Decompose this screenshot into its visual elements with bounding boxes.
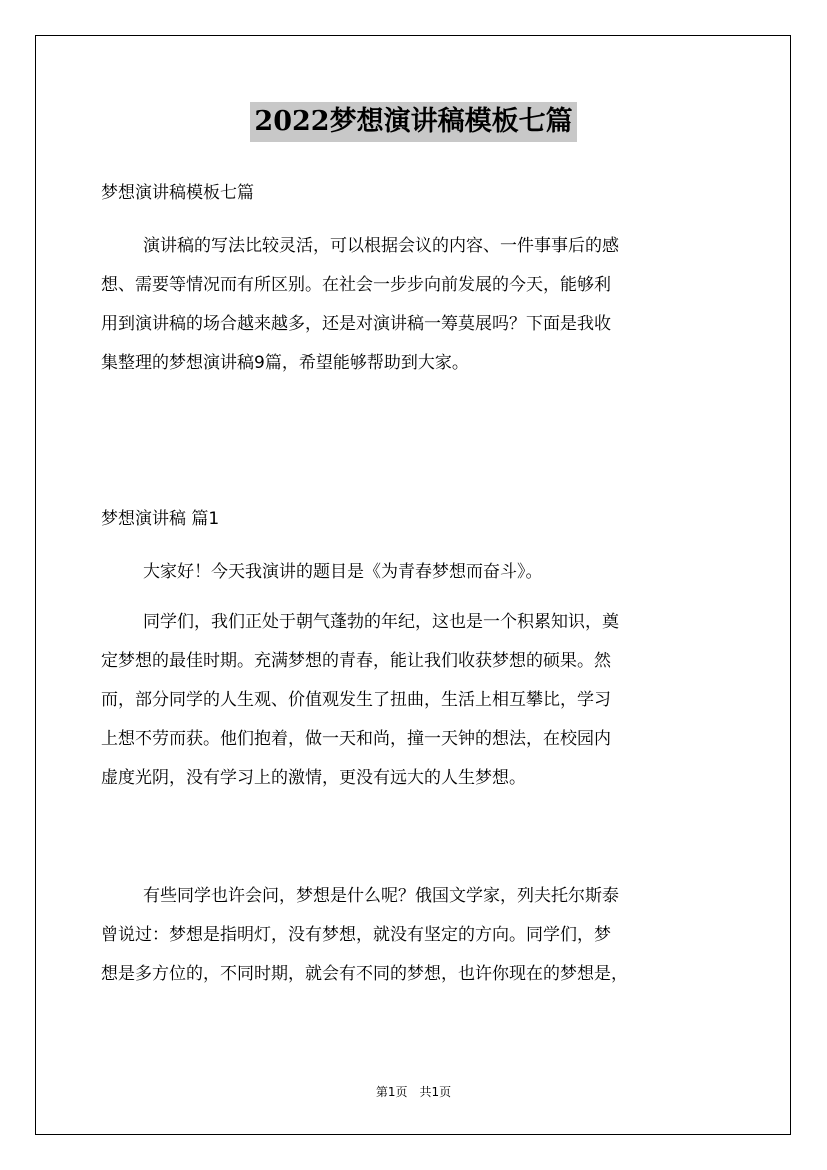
text-line: 上想不劳而获。他们抱着，做一天和尚，撞一天钟的想法，在校园内 xyxy=(101,729,611,749)
text-line: 想、需要等情况而有所区别。在社会一步步向前发展的今天，能够利 xyxy=(101,275,611,295)
document-subtitle: 梦想演讲稿模板七篇 xyxy=(101,183,254,203)
section-heading: 梦想演讲稿 篇1 xyxy=(101,509,220,529)
text-line: 用到演讲稿的场合越来越多，还是对演讲稿一筹莫展吗？下面是我收 xyxy=(101,314,611,334)
title-container xyxy=(0,102,827,142)
text-line: 集整理的梦想演讲稿9篇，希望能够帮助到大家。 xyxy=(101,353,469,373)
paragraph-3 xyxy=(101,877,726,994)
text-line: 大家好！今天我演讲的题目是《为青春梦想而奋斗》。 xyxy=(143,562,543,582)
page-number: 第1页 xyxy=(375,1085,408,1099)
text-line: 有些同学也许会问，梦想是什么呢？俄国文学家，列夫托尔斯泰 xyxy=(143,886,619,906)
paragraph-1 xyxy=(101,553,726,592)
text-line: 同学们，我们正处于朝气蓬勃的年纪，这也是一个积累知识，奠 xyxy=(143,612,619,632)
text-line: 定梦想的最佳时期。充满梦想的青春，能让我们收获梦想的硕果。然 xyxy=(101,651,611,671)
page-total: 共1页 xyxy=(419,1085,452,1099)
text-line: 演讲稿的写法比较灵活，可以根据会议的内容、一件事事后的感 xyxy=(143,236,619,256)
text-line: 而，部分同学的人生观、价值观发生了扭曲，生活上相互攀比，学习 xyxy=(101,690,611,710)
text-line: 曾说过：梦想是指明灯，没有梦想，就没有坚定的方向。同学们，梦 xyxy=(101,925,611,945)
document-title: 2022梦想演讲稿模板七篇 xyxy=(250,102,576,142)
text-line: 虚度光阴，没有学习上的激情，更没有远大的人生梦想。 xyxy=(101,768,526,788)
page-footer xyxy=(0,1083,827,1101)
text-line: 想是多方位的，不同时期，就会有不同的梦想，也许你现在的梦想是， xyxy=(101,964,628,984)
intro-paragraph xyxy=(101,227,726,383)
paragraph-2 xyxy=(101,603,726,798)
